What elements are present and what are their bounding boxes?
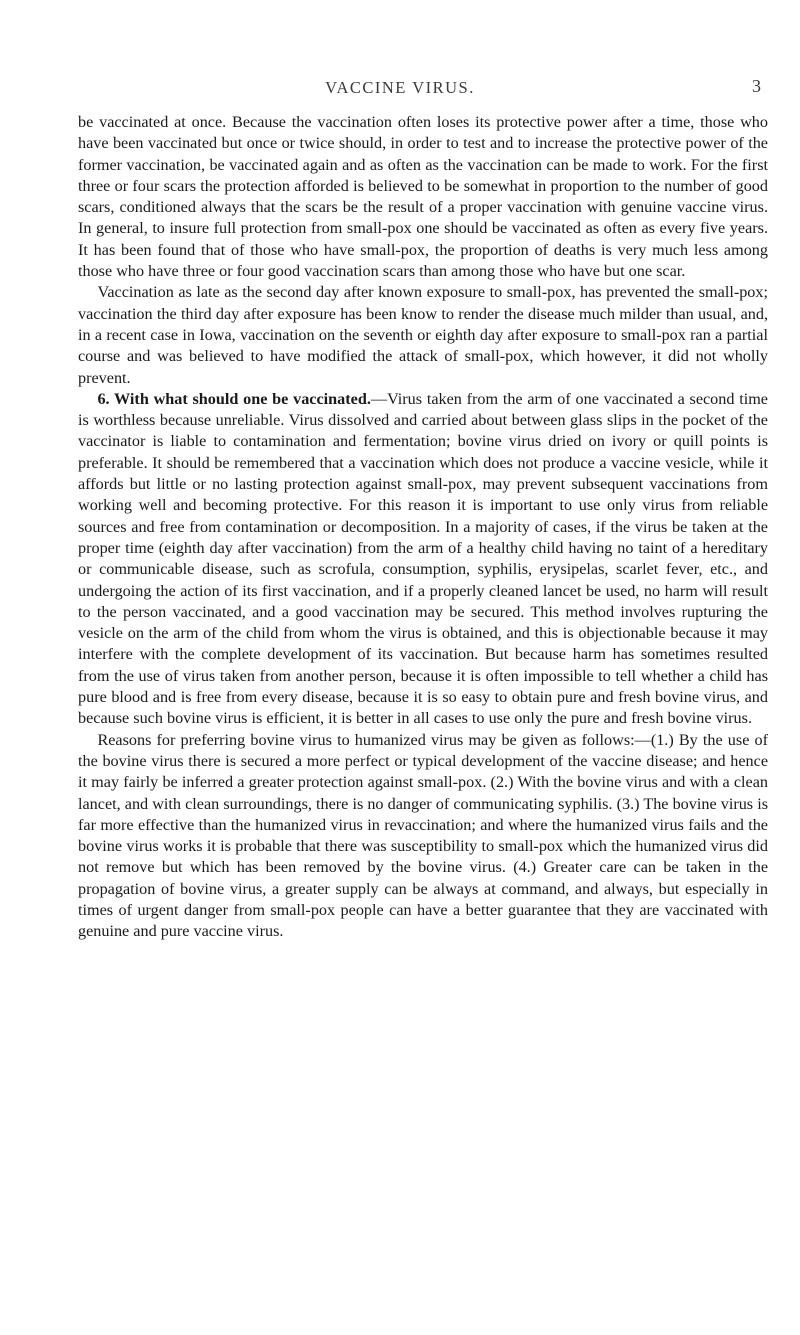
paragraph-continued: be vaccinated at once. Because the vaccination often loses its protective power after a time, those who have been vaccinated but once or twice should, in order to test and to increase the protective power of the former vaccination, be vaccinated again and as often as the vaccination can be made to work. For the first three or four scars the protection afforded is believed to be somewhat in proportion to the number of good scars, conditioned always that the scars be the result of a proper vaccination with genuine vaccine virus. In general, to insure full protection from small-pox one should be vaccinated as often as every five years. It has been found that of those who have small-pox, the proportion of deaths is very much less among those who have three or four good vaccination scars than among those who have but one scar. [78, 113, 768, 281]
section-6-text: —Virus taken from the arm of one vaccinated a second time is worthless because unreliable. Virus dissolved and carried about between glass slips in the pocket of the vaccinator is liable to contamination and fermentation; bovine virus dried on ivory or quill points is preferable. It should be remembered that a vaccination which does not produce a vaccine vesicle, while it affords but little or no lasting protection against small-pox, may prevent subsequent vaccinations from working well and becoming protective. For this reason it is important to use only virus from reliable sources and free from contamination or decomposition. In a majority of cases, if the virus be taken at the proper time (eighth day after vaccination) from the arm of a healthy child having no taint of a hereditary or communicable disease, such as scrofula, consumption, syphilis, erysipelas, scarlet fever, etc., and undergoing the action of its first vaccination, and if a properly cleaned lancet be used, no harm will result to the person vaccinated, and a good vaccination may be secured. This method involves rupturing the vesicle on the arm of the child from whom the virus is obtained, and this is objectionable because it may interfere with the complete development of its vaccination. But because harm has sometimes resulted from the use of virus taken from another person, because it is often impossible to tell whether a child has pure blood and is free from every disease, because it is so easy to obtain pure and fresh bovine virus, and because such bovine virus is efficient, it is better in all cases to use only the pure and fresh bovine virus. [78, 389, 768, 728]
section-heading: 6. With what should one be vaccinated. [97, 389, 371, 408]
paragraph-reasons: Reasons for preferring bovine virus to humanized virus may be given as follows:—(1.) By the use of the bovine virus there is secured a more perfect or typical development of the vaccine disease; and hence it may fairly be inferred a greater protection against small-pox. (2.) With the bovine virus and with a clean lancet, and with clean surroundings, there is no danger of communicating syphilis. (3.) The bovine virus is far more effective than the humanized virus in revaccination; and where the humanized virus fails and the bovine virus works it is probable that there was susceptibility to small-pox which the humanized virus did not remove but which has been removed by the bovine virus. (4.) Greater care can be taken in the propagation of bovine virus, a greater supply can be always at command, and always, but especially in times of urgent danger from small-pox people can have a better guarantee that they are vaccinated with genuine and pure vaccine virus. [78, 730, 768, 941]
paragraph-exposure: Vaccination as late as the second day after known exposure to small-pox, has prevented the small-pox; vaccination the third day after exposure has been know to render the disease much milder than usual, and, in a recent case in Iowa, vaccination on the seventh or eighth day after exposure to small-pox ran a partial course and was believed to have modified the attack of small-pox, which however, it did not wholly prevent. [78, 283, 768, 387]
paragraph-section-6 [78, 389, 768, 730]
body-text [78, 112, 768, 943]
running-title: VACCINE VIRUS. [325, 78, 475, 97]
page-number: 3 [752, 76, 761, 96]
